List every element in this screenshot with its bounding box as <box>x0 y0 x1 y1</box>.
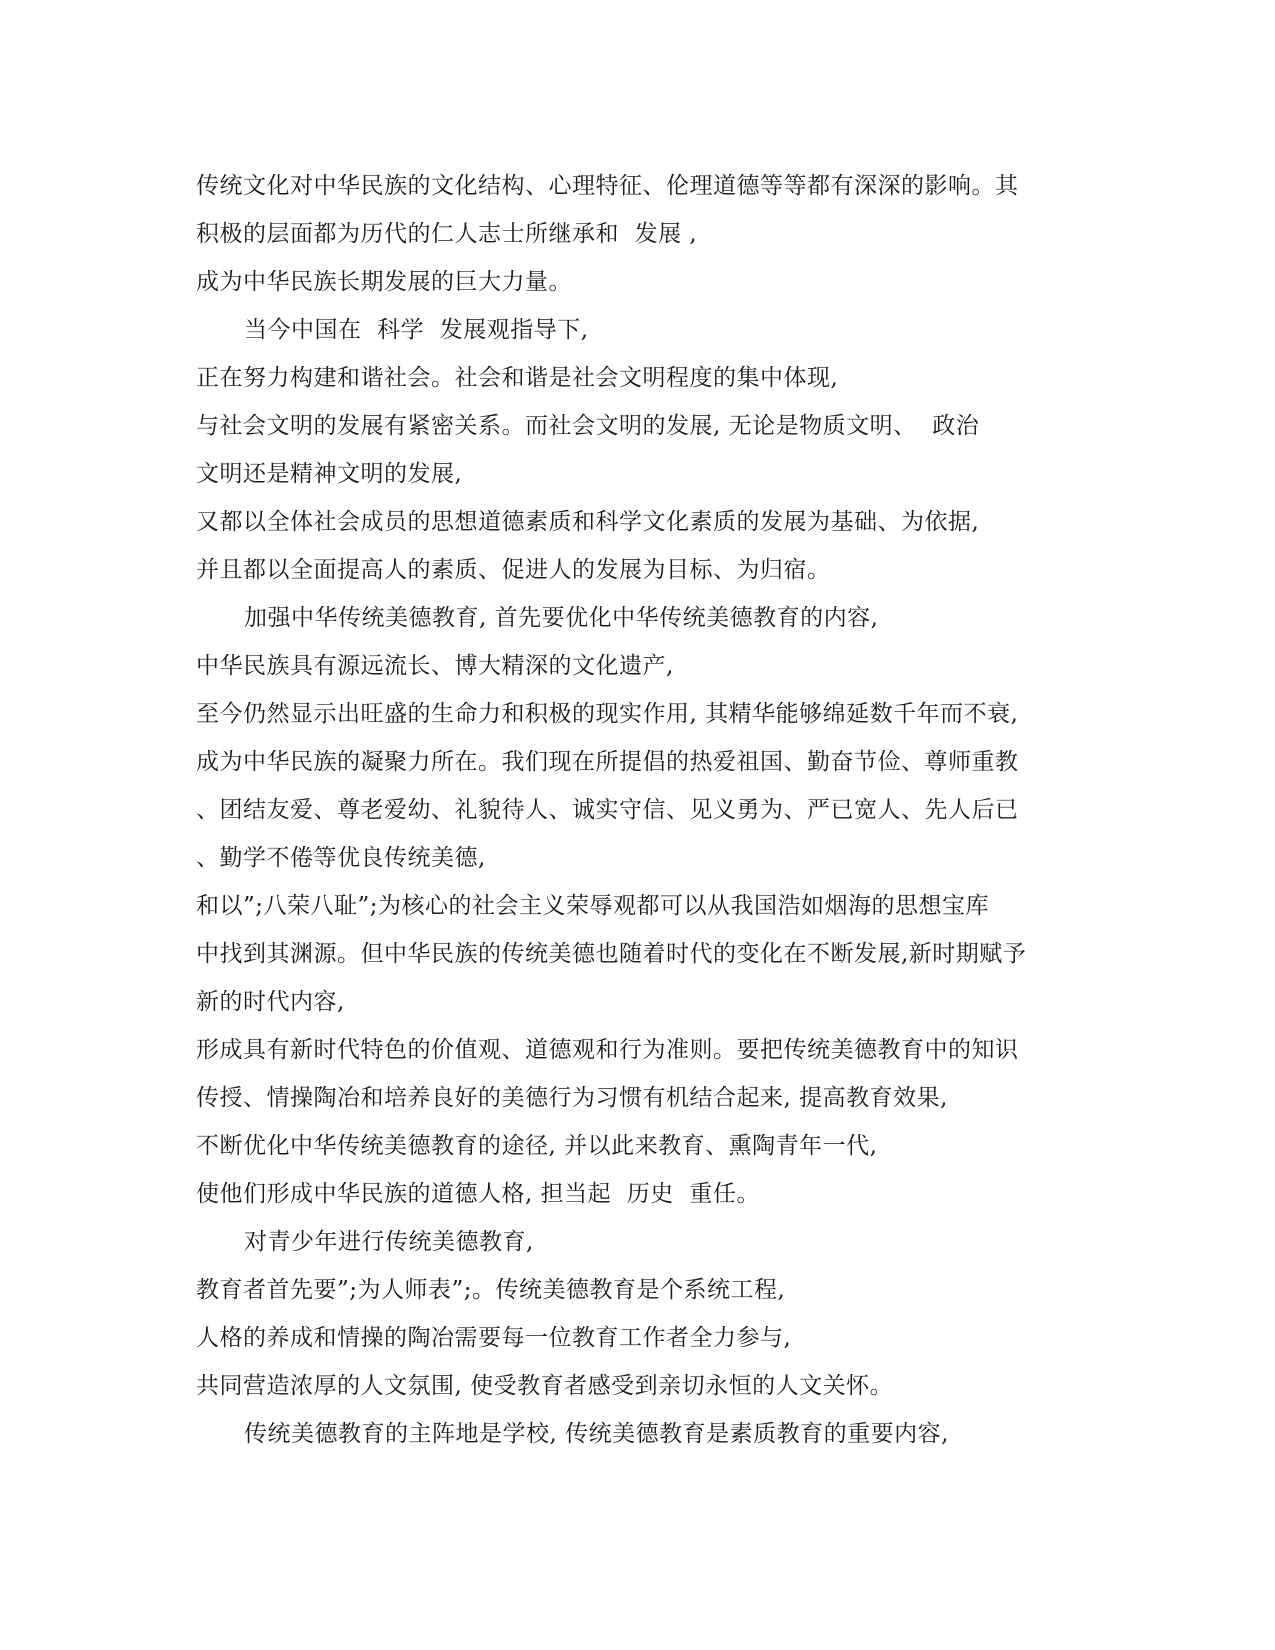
text-line: 人格的养成和情操的陶冶需要每一位教育工作者全力参与, <box>196 1325 792 1351</box>
text-line: 共同营造浓厚的人文氛围, 使受教育者感受到亲切永恒的人文关怀。 <box>196 1373 894 1399</box>
text-line: 并且都以全面提高人的素质、促进人的发展为目标、为归宿。 <box>196 557 831 583</box>
text-line: 中找到其渊源。但中华民族的传统美德也随着时代的变化在不断发展,新时期赋予 <box>196 941 1027 967</box>
text-line: 新的时代内容, <box>196 989 345 1015</box>
paragraph-start-line: 对青少年进行传统美德教育, <box>244 1229 534 1255</box>
text-line: 又都以全体社会成员的思想道德素质和科学文化素质的发展为基础、为依据, <box>196 509 980 535</box>
text-line: 成为中华民族长期发展的巨大力量。 <box>196 269 572 295</box>
paragraph-start-line: 加强中华传统美德教育, 首先要优化中华传统美德教育的内容, <box>244 605 879 631</box>
text-line: 使他们形成中华民族的道德人格, 担当起 历史 重任。 <box>196 1181 760 1207</box>
text-line: 成为中华民族的凝聚力所在。我们现在所提倡的热爱祖国、勤奋节俭、尊师重教 <box>196 749 1019 775</box>
text-line: 形成具有新时代特色的价值观、道德观和行为准则。要把传统美德教育中的知识 <box>196 1037 1019 1063</box>
text-line: 与社会文明的发展有紧密关系。而社会文明的发展, 无论是物质文明、 政治 <box>196 413 980 439</box>
text-line: 传授、情操陶冶和培养良好的美德行为习惯有机结合起来, 提高教育效果, <box>196 1085 948 1111</box>
text-line: 中华民族具有源远流长、博大精深的文化遗产, <box>196 653 674 679</box>
text-line: 不断优化中华传统美德教育的途径, 并以此来教育、熏陶青年一代, <box>196 1133 878 1159</box>
text-line: 、勤学不倦等优良传统美德, <box>196 845 486 871</box>
document-body <box>196 162 1096 1458</box>
paragraph-start-line: 传统美德教育的主阵地是学校, 传统美德教育是素质教育的重要内容, <box>244 1421 949 1447</box>
text-line: 传统文化对中华民族的文化结构、心理特征、伦理道德等等都有深深的影响。其 <box>196 173 1019 199</box>
text-line: 、团结友爱、尊老爱幼、礼貌待人、诚实守信、见义勇为、严已宽人、先人后已 <box>196 797 1019 823</box>
text-line: 文明还是精神文明的发展, <box>196 461 463 487</box>
text-line: 正在努力构建和谐社会。社会和谐是社会文明程度的集中体现, <box>196 365 839 391</box>
text-line: 和以”;八荣八耻”;为核心的社会主义荣辱观都可以从我国浩如烟海的思想宝库 <box>196 893 990 919</box>
text-line: 教育者首先要”;为人师表”;。传统美德教育是个系统工程, <box>196 1277 786 1303</box>
text-line: 至今仍然显示出旺盛的生命力和积极的现实作用, 其精华能够绵延数千年而不衰, <box>196 701 1019 727</box>
paragraph-start-line: 当今中国在 科学 发展观指导下, <box>244 317 589 343</box>
text-line: 积极的层面都为历代的仁人志士所继承和 发展 , <box>196 221 698 247</box>
